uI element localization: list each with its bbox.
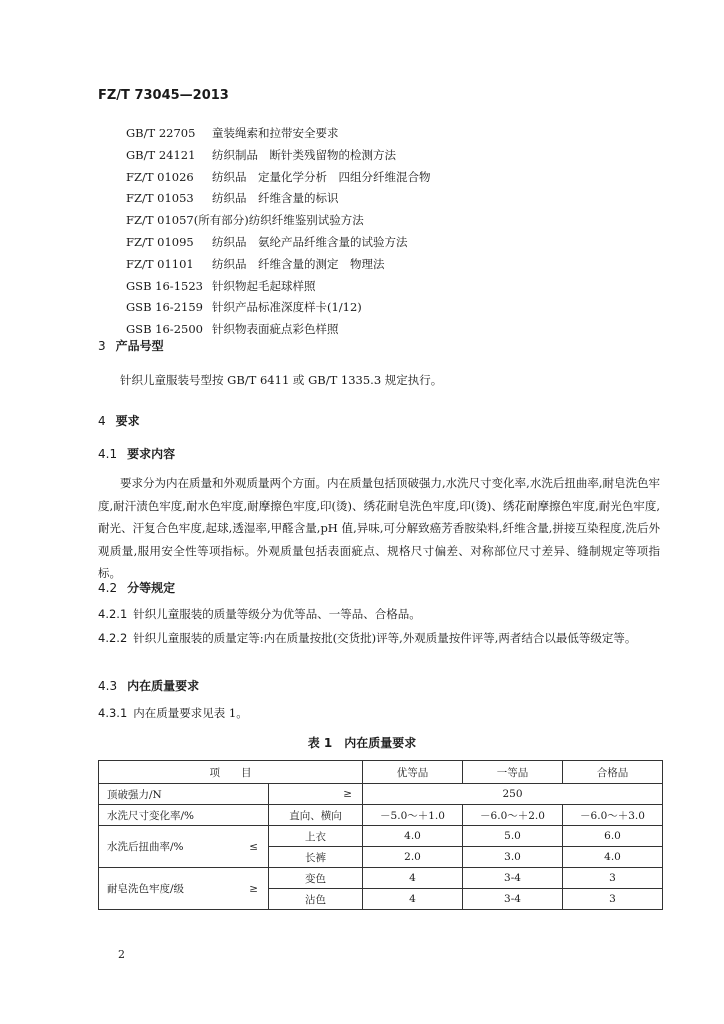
soap-stain-grade1: 4 [363, 889, 463, 910]
soap-item-cell [99, 868, 269, 910]
normative-references-list [126, 123, 431, 341]
twist-pants-grade3: 4.0 [563, 847, 663, 868]
clause-4-3-1: 4.3.1 内在质量要求见表 1。 [98, 706, 248, 720]
shrinkage-item: 水洗尺寸变化率/% [99, 805, 269, 826]
table-row [99, 826, 663, 847]
table-1-caption: 表 1 内在质量要求 [307, 736, 417, 750]
table-row [99, 784, 663, 805]
reference-item: FZ/T 01095 纺织品 氨纶产品纤维含量的试验方法 [126, 234, 408, 249]
header-grade-qualified: 合格品 [563, 761, 663, 784]
soap-sub-stain: 沾色 [269, 889, 363, 910]
twist-top-grade1: 4.0 [363, 826, 463, 847]
reference-item: FZ/T 01053 纺织品 纤维含量的标识 [126, 191, 339, 206]
twist-item: 水洗后扭曲率/% [107, 841, 184, 853]
table-row [99, 805, 663, 826]
reference-item: FZ/T 01026 纺织品 定量化学分析 四组分纤维混合物 [126, 169, 431, 184]
table-header-row [99, 761, 663, 784]
section-3-heading: 3 产品号型 [98, 339, 164, 353]
section-4-3-heading: 4.3 内在质量要求 [98, 679, 200, 693]
soap-stain-grade3: 3 [563, 889, 663, 910]
reference-item: GB/T 24121 纺织制品 断针类残留物的检测方法 [126, 147, 396, 162]
soap-sub-change: 变色 [269, 868, 363, 889]
twist-symbol: ≤ [249, 840, 258, 853]
soap-item: 耐皂洗色牢度/级 [107, 883, 185, 895]
twist-pants-grade2: 3.0 [463, 847, 563, 868]
reference-item: GSB 16-2500 针织物表面疵点彩色样照 [126, 322, 339, 337]
soap-change-grade3: 3 [563, 868, 663, 889]
section-4-heading: 4 要求 [98, 414, 140, 428]
twist-sub-top: 上衣 [269, 826, 363, 847]
twist-item-cell [99, 826, 269, 868]
header-item: 项 目 [99, 761, 363, 784]
soap-change-grade1: 4 [363, 868, 463, 889]
section-4-1-heading: 4.1 要求内容 [98, 447, 176, 461]
shrinkage-direction: 直向、横向 [269, 805, 363, 826]
twist-top-grade3: 6.0 [563, 826, 663, 847]
shrinkage-grade2: －6.0～＋2.0 [463, 805, 563, 826]
header-grade-superior: 优等品 [363, 761, 463, 784]
soap-change-grade2: 3-4 [463, 868, 563, 889]
burst-strength-value: 250 [363, 784, 663, 805]
clause-4-2-2: 4.2.2 针织儿童服装的质量定等:内在质量按批(交货批)评等,外观质量按件评等,两者结合以最低等级定等。 [98, 631, 637, 645]
reference-item: FZ/T 01057(所有部分) 纺织纤维鉴别试验方法 [126, 213, 364, 228]
reference-item: FZ/T 01101 纺织品 纤维含量的测定 物理法 [126, 256, 385, 271]
soap-symbol: ≥ [249, 882, 258, 895]
shrinkage-grade1: －5.0～＋1.0 [363, 805, 463, 826]
twist-sub-pants: 长裤 [269, 847, 363, 868]
soap-stain-grade2: 3-4 [463, 889, 563, 910]
section-4-1-body: 要求分为内在质量和外观质量两个方面。内在质量包括顶破强力,水洗尺寸变化率,水洗后扭曲率,耐皂洗色牢度,耐汗渍色牢度,耐水色牢度,耐摩擦色牢度,印(烫)、绣花耐皂洗色牢度,印(烫)、绣花耐摩擦色牢度,耐光色牢度,耐光、汗复合色牢度,起球,透湿率,甲醛含量,pH 值,异味,可分解致癌芳香胺染料,纤维含量,拼接互染程度,洗后外观质量,服用安全性等项指标。外观质量包括表面疵点、规格尺寸偏差、对称部位尺寸差异、缝制规定等项指标。 [98, 476, 660, 580]
reference-item: GSB 16-1523 针织物起毛起球样照 [126, 278, 316, 293]
standard-code-header: FZ/T 73045—2013 [98, 88, 229, 103]
reference-item: GB/T 22705 童装绳索和拉带安全要求 [126, 126, 339, 140]
reference-item: GSB 16-2159 针织产品标准深度样卡(1/12) [126, 300, 362, 315]
burst-strength-symbol: ≥ [269, 784, 363, 805]
clause-4-2-1: 4.2.1 针织儿童服装的质量等级分为优等品、一等品、合格品。 [98, 607, 421, 621]
burst-strength-item: 顶破强力/N [99, 784, 269, 805]
twist-pants-grade1: 2.0 [363, 847, 463, 868]
twist-top-grade2: 5.0 [463, 826, 563, 847]
header-grade-first: 一等品 [463, 761, 563, 784]
table-row [99, 868, 663, 889]
page-number: 2 [118, 948, 125, 961]
section-4-2-heading: 4.2 分等规定 [98, 581, 176, 595]
section-3-body: 针织儿童服装号型按 GB/T 6411 或 GB/T 1335.3 规定执行。 [120, 373, 443, 387]
shrinkage-grade3: －6.0～＋3.0 [563, 805, 663, 826]
quality-requirements-table [98, 760, 663, 910]
